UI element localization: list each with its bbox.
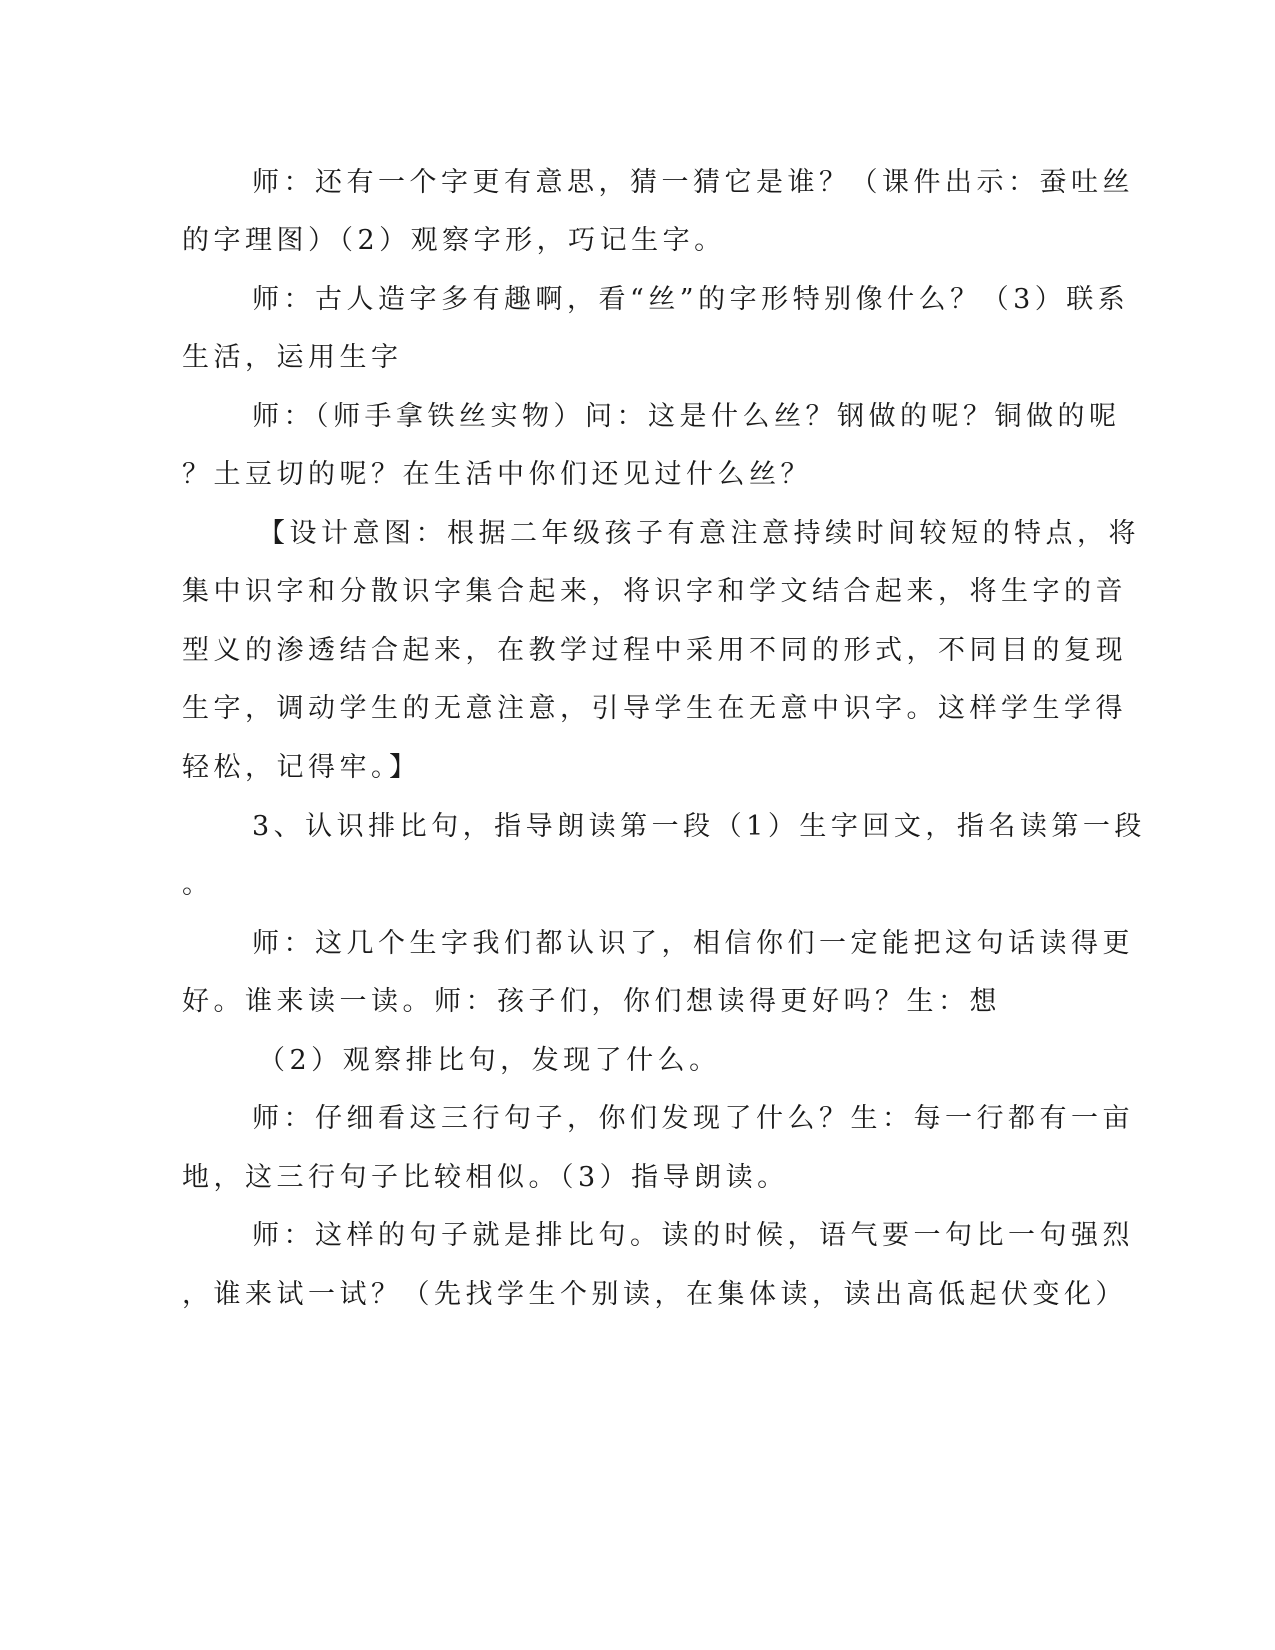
text-line: 轻松，记得牢。】 bbox=[182, 752, 421, 783]
text-line: 【设计意图：根据二年级孩子有意注意持续时间较短的特点，将 bbox=[258, 518, 1140, 549]
text-line: 师：这样的句子就是排比句。读的时候，语气要一句比一句强烈 bbox=[252, 1220, 1134, 1251]
text-line: 师：这几个生字我们都认识了，相信你们一定能把这句话读得更 bbox=[252, 928, 1134, 959]
text-line: 。 bbox=[182, 869, 214, 900]
text-line: 好。谁来读一读。师：孩子们，你们想读得更好吗？生：想 bbox=[182, 986, 1001, 1017]
text-line: 的字理图）（2）观察字形，巧记生字。 bbox=[182, 225, 726, 256]
text-line: 集中识字和分散识字集合起来，将识字和学文结合起来，将生字的音 bbox=[182, 576, 1127, 607]
text-line: 地，这三行句子比较相似。（3）指导朗读。 bbox=[182, 1162, 789, 1193]
text-line: （2）观察排比句，发现了什么。 bbox=[258, 1045, 721, 1076]
text-line: 师：（师手拿铁丝实物）问：这是什么丝？钢做的呢？铜做的呢 bbox=[252, 401, 1121, 432]
text-line: 生字，调动学生的无意注意，引导学生在无意中识字。这样学生学得 bbox=[182, 693, 1127, 724]
text-line: 型义的渗透结合起来，在教学过程中采用不同的形式，不同目的复现 bbox=[182, 635, 1127, 666]
text-line: 3、认识排比句，指导朗读第一段（1）生字回文，指名读第一段 bbox=[252, 811, 1146, 842]
text-line: 师：古人造字多有趣啊，看“丝”的字形特别像什么？（3）联系 bbox=[252, 284, 1130, 315]
text-line: 师：还有一个字更有意思，猜一猜它是谁？（课件出示：蚕吐丝 bbox=[252, 167, 1134, 198]
text-line: ？土豆切的呢？在生活中你们还见过什么丝？ bbox=[182, 459, 812, 490]
text-line: 师：仔细看这三行句子，你们发现了什么？生：每一行都有一亩 bbox=[252, 1103, 1134, 1134]
text-line: 生活，运用生字 bbox=[182, 342, 403, 373]
text-line: ，谁来试一试？（先找学生个别读，在集体读，读出高低起伏变化） bbox=[182, 1279, 1127, 1310]
